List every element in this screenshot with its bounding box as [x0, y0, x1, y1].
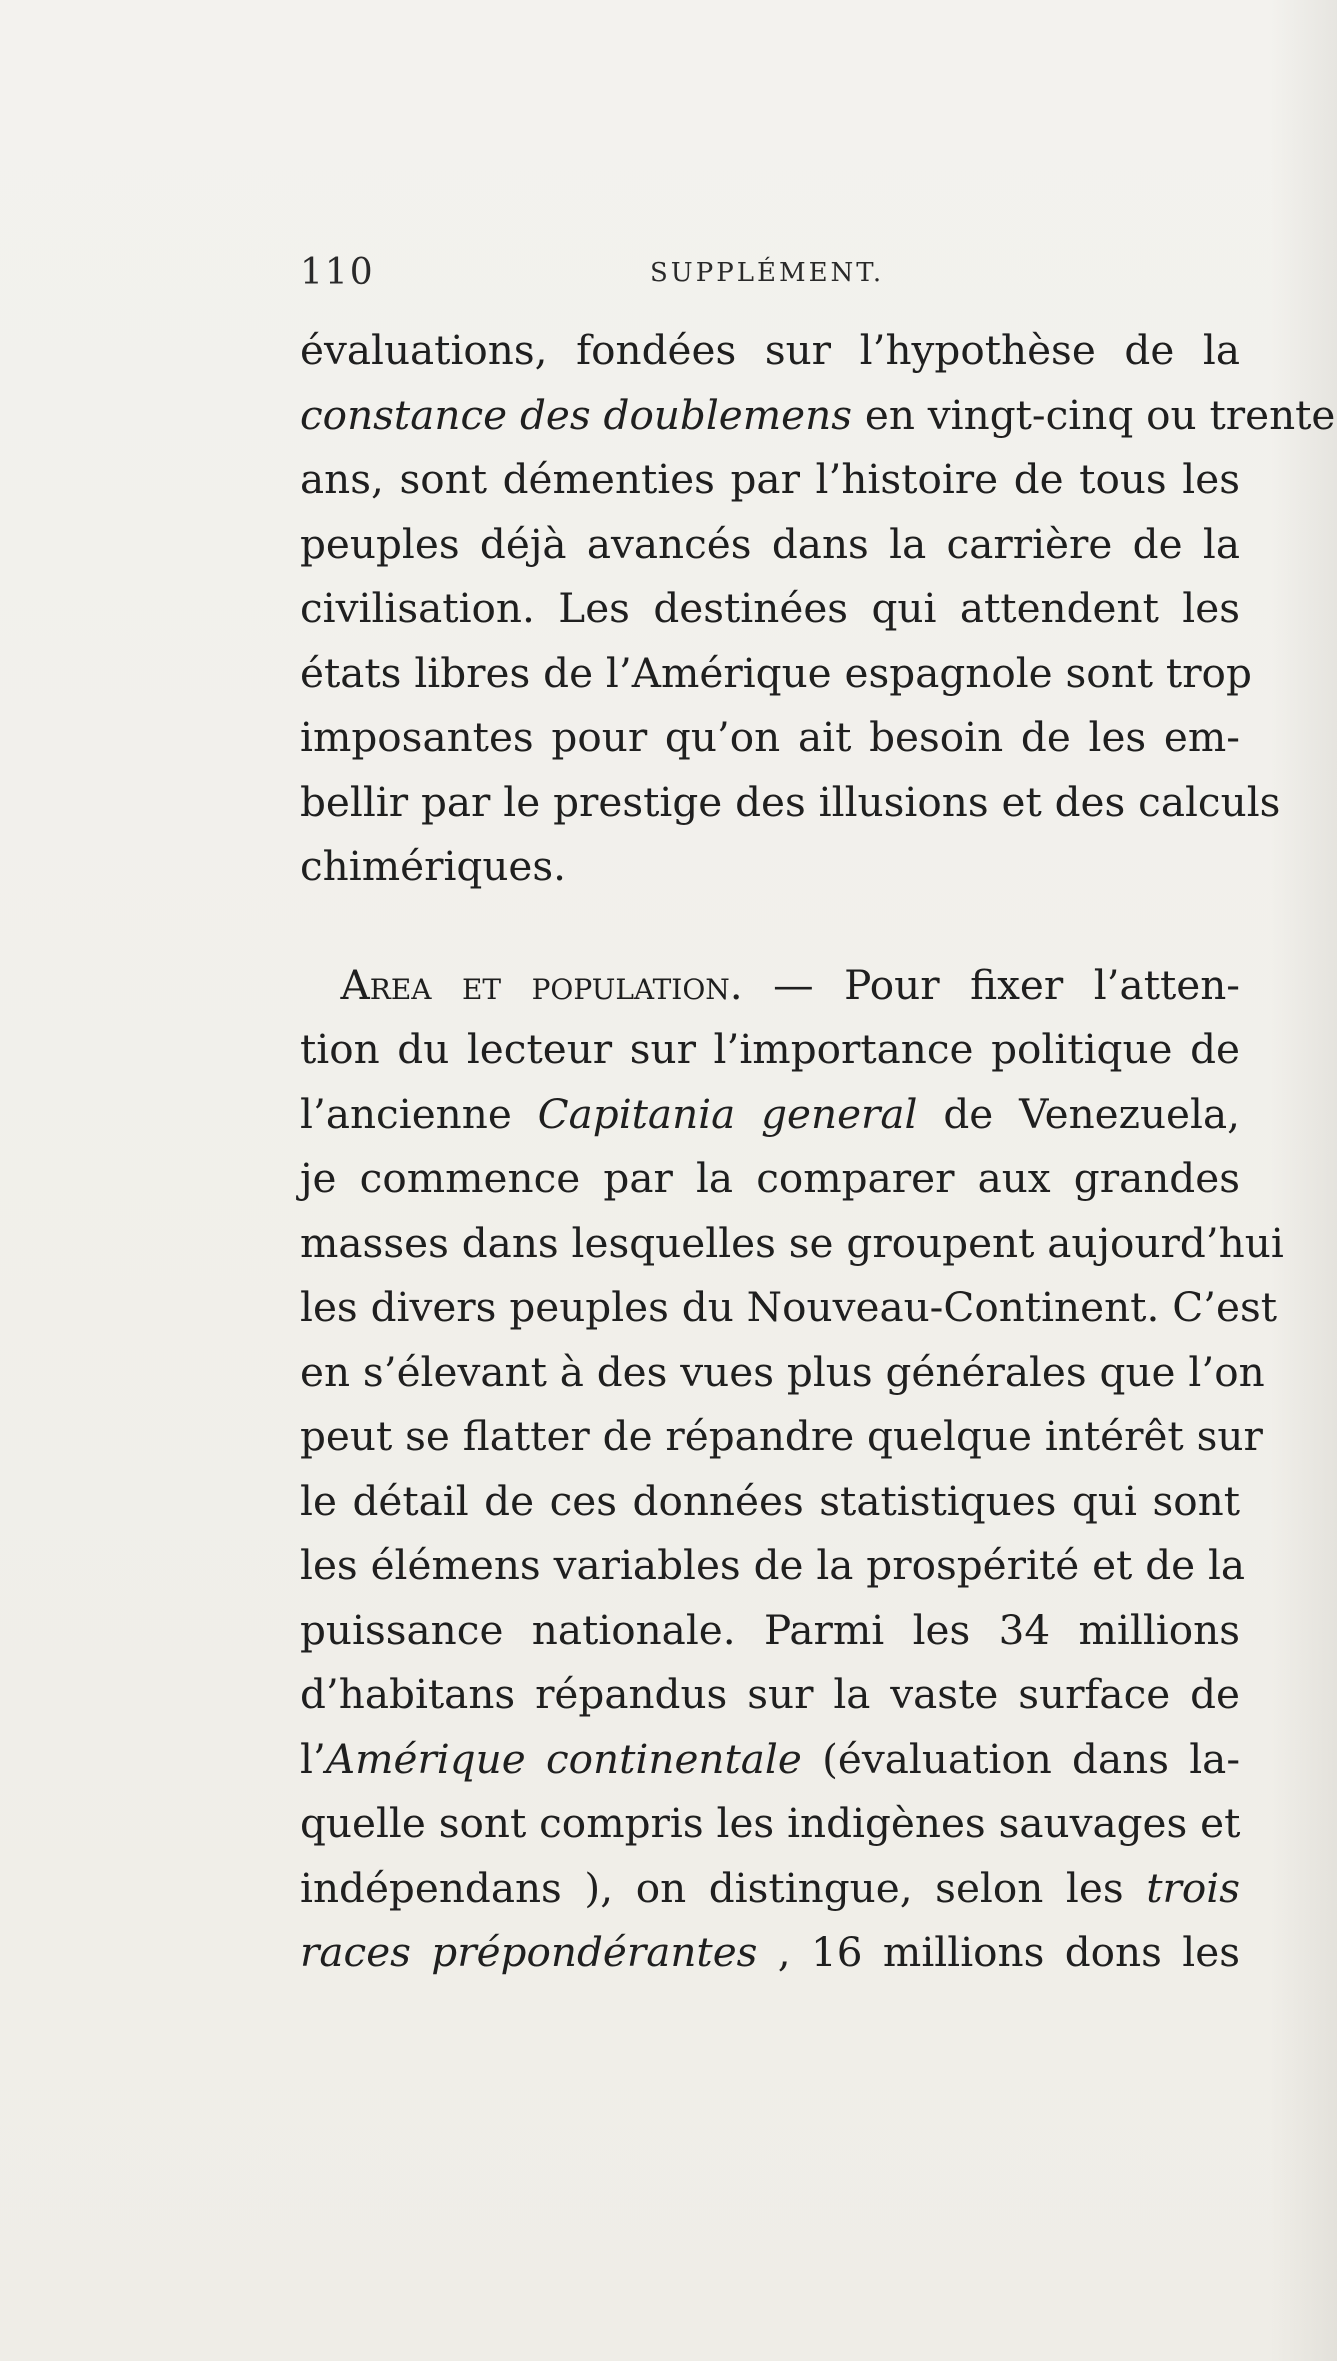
text-line: peuples déjà avancés dans la carrière de la [300, 519, 1240, 568]
italic-text: Amérique continentale [325, 1734, 802, 1783]
text-line: tion du lecteur sur l’importance politique de [300, 1025, 1240, 1073]
text-line: d’habitans répandus sur la vaste surface de [300, 1670, 1240, 1718]
text-span: en vingt-cinq ou trente [852, 390, 1336, 439]
section-heading: Area et population. [340, 960, 743, 1009]
text-line [300, 1920, 1240, 1985]
text-line: quelle sont compris les indigènes sauvages et [300, 1799, 1241, 1847]
text-line: les élémens variables de la prospérité et de la [300, 1541, 1246, 1589]
paragraph-gap [300, 899, 1240, 953]
page-number: 110 [300, 252, 375, 293]
text-span: l’ [300, 1734, 326, 1783]
text-line [300, 1727, 1240, 1792]
italic-text: races prépondérantes [300, 1928, 758, 1976]
italic-text: Capitania general [537, 1089, 918, 1138]
text-line: les divers peuples du Nouveau-Continent. C’est [300, 1283, 1278, 1331]
text-line: états libres de l’Amérique espagnole sont trop [300, 648, 1252, 697]
paragraph-2 [300, 953, 1284, 1985]
italic-text: constance des doublemens [300, 390, 852, 439]
text-span: indépendans ), on distingue, selon les [300, 1863, 1147, 1912]
text-line: chimériques. [300, 842, 567, 890]
text-span: , 16 millions dons les [757, 1928, 1240, 1976]
text-line [300, 1856, 1240, 1921]
text-line: le détail de ces données statistiques qui sont [300, 1476, 1240, 1525]
text-line: puissance nationale. Parmi les 34 millions [300, 1605, 1240, 1654]
text-line: masses dans lesquelles se groupent aujourd’hui [300, 1218, 1284, 1267]
text-span: — Pour fixer l’atten- [742, 960, 1240, 1009]
text-line: évaluations, fondées sur l’hypothèse de la [300, 326, 1240, 374]
text-span: l’ancienne [300, 1089, 538, 1138]
text-span: de Venezuela, [917, 1089, 1240, 1138]
text-line: bellir par le prestige des illusions et des calculs [300, 777, 1281, 826]
text-line [300, 1082, 1240, 1147]
text-line [300, 383, 1336, 448]
text-line: peut se flatter de répandre quelque intérêt sur [300, 1412, 1263, 1460]
text-line: civilisation. Les destinées qui attendent les [300, 584, 1240, 632]
text-line: je commence par la comparer aux grandes [300, 1154, 1240, 1202]
italic-text: trois [1146, 1863, 1240, 1912]
page-header [300, 252, 1240, 302]
running-head: SUPPLÉMENT. [650, 258, 885, 288]
text-line: ans, sont démenties par l’histoire de tous les [300, 455, 1240, 503]
text-line [300, 953, 1240, 1018]
body-text [300, 318, 1336, 1985]
paragraph-1 [300, 318, 1336, 899]
text-line: en s’élevant à des vues plus générales que l’on [300, 1347, 1265, 1396]
text-line: imposantes pour qu’on ait besoin de les em- [300, 713, 1240, 761]
text-span: (évaluation dans la- [801, 1734, 1241, 1783]
